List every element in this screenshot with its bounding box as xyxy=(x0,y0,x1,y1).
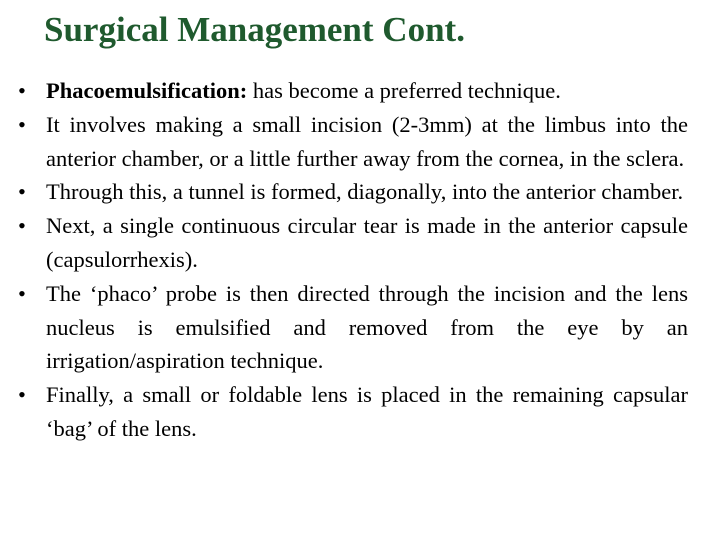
bullet-text: Finally, a small or foldable lens is placed in the remaining capsular ‘bag’ of the lens. xyxy=(46,382,688,441)
bullet-item-capsulorrhexis xyxy=(18,209,688,277)
bullet-icon: • xyxy=(18,179,26,205)
bullet-item-tunnel xyxy=(18,175,688,209)
bullet-item-incision xyxy=(18,108,688,176)
bullet-item-phaco-probe xyxy=(18,277,688,378)
bullet-item-lens-placement xyxy=(18,378,688,446)
bullet-icon: • xyxy=(18,78,26,103)
bullet-icon: • xyxy=(18,111,26,137)
bullet-icon: • xyxy=(18,280,26,306)
slide-title: Surgical Management Cont. xyxy=(44,10,465,49)
bullet-list xyxy=(18,74,688,446)
bullet-lead-term: Phacoemulsification: xyxy=(46,78,248,103)
bullet-text: Through this, a tunnel is formed, diagonally, into the anterior chamber. xyxy=(46,179,684,205)
bullet-text: The ‘phaco’ probe is then directed through the incision and the lens nucleus is emulsified and removed from the eye by an irrigation/aspiration technique. xyxy=(46,280,688,374)
bullet-text: Next, a single continuous circular tear is made in the anterior capsule (capsulorrhexis). xyxy=(46,213,688,272)
bullet-text: It involves making a small incision (2-3mm) at the limbus into the anterior chamber, or a little further away from the cornea, in the sclera. xyxy=(46,111,688,171)
bullet-icon: • xyxy=(18,213,26,239)
bullet-icon: • xyxy=(18,382,26,408)
bullet-text: has become a preferred technique. xyxy=(247,78,561,103)
bullet-item-phacoemulsification xyxy=(18,74,688,108)
